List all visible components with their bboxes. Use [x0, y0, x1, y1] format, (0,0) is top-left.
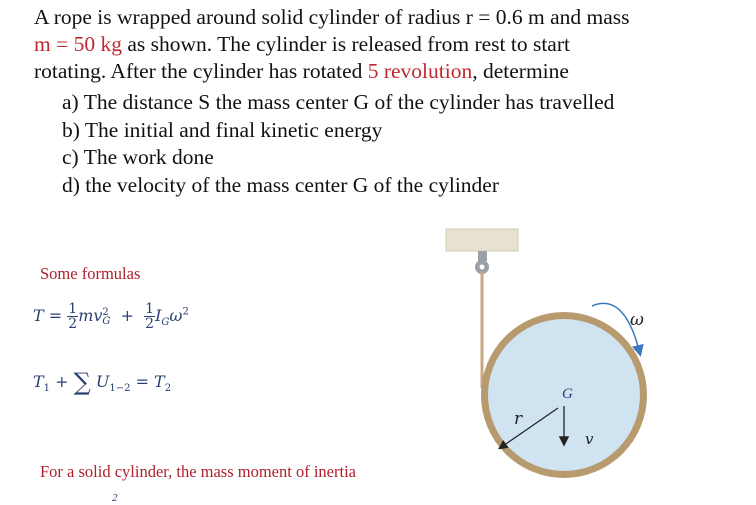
inertia-text: For a solid cylinder, the mass moment of inertia	[40, 462, 356, 481]
eq1-omega: ω	[169, 306, 183, 325]
eq1-term2: I	[155, 306, 162, 325]
problem-line-2-rest: as shown. The cylinder is released from rest to start	[121, 32, 570, 56]
problem-line-1: A rope is wrapped around solid cylinder of radius r = 0.6 m and mass	[34, 5, 630, 29]
question-a: a) The distance S the mass center G of the cylinder has travelled	[62, 90, 615, 114]
label-omega: ω	[630, 310, 644, 330]
label-G: G	[562, 386, 573, 402]
revolution-value: 5 revolution	[367, 59, 473, 83]
eq2-sum: ∑	[73, 368, 91, 396]
question-d: d) the velocity of the mass center G of the cylinder	[62, 172, 500, 197]
eq2-plus: +	[55, 372, 69, 391]
eq2-t1-sub: 1	[43, 383, 51, 395]
eq1-omega-sup: 2	[182, 306, 189, 318]
eq1-frac-1-den: 2	[68, 316, 78, 332]
eq1-term1-sup: 2	[102, 306, 109, 318]
eq2-rhs: = T	[135, 372, 165, 391]
label-v: v	[585, 430, 594, 448]
eq1-frac-1-num: 1	[68, 301, 78, 317]
eq2-t2-sub: 2	[164, 383, 172, 395]
question-c: c) The work done	[62, 145, 214, 169]
formulas-title: Some formulas	[40, 264, 141, 283]
hook-pin-hole	[480, 265, 485, 270]
eq1-lhs: T =	[33, 306, 63, 325]
eq2-u-sub: 1−2	[109, 383, 131, 395]
eq2-t1: T	[33, 372, 44, 391]
eq2-u: U	[95, 372, 110, 391]
eq1-term1: mv	[78, 306, 103, 325]
mass-value: m = 50 kg	[34, 32, 122, 56]
ceiling-support	[446, 229, 518, 251]
cutoff-fragment: 2	[112, 492, 118, 504]
hook-stem	[478, 251, 487, 261]
eq1-term1-sub: G	[102, 315, 111, 327]
problem-line-3-start: rotating. After the cylinder has rotated	[34, 59, 368, 83]
eq1-plus: +	[120, 306, 134, 325]
question-b: b) The initial and final kinetic energy	[62, 117, 383, 142]
eq1-frac-2-num: 1	[145, 301, 155, 317]
eq1-term2-sub: G	[161, 317, 170, 329]
eq1-frac-2-den: 2	[145, 316, 155, 332]
label-r: r	[514, 409, 523, 429]
problem-line-3-end: , determine	[472, 59, 569, 83]
